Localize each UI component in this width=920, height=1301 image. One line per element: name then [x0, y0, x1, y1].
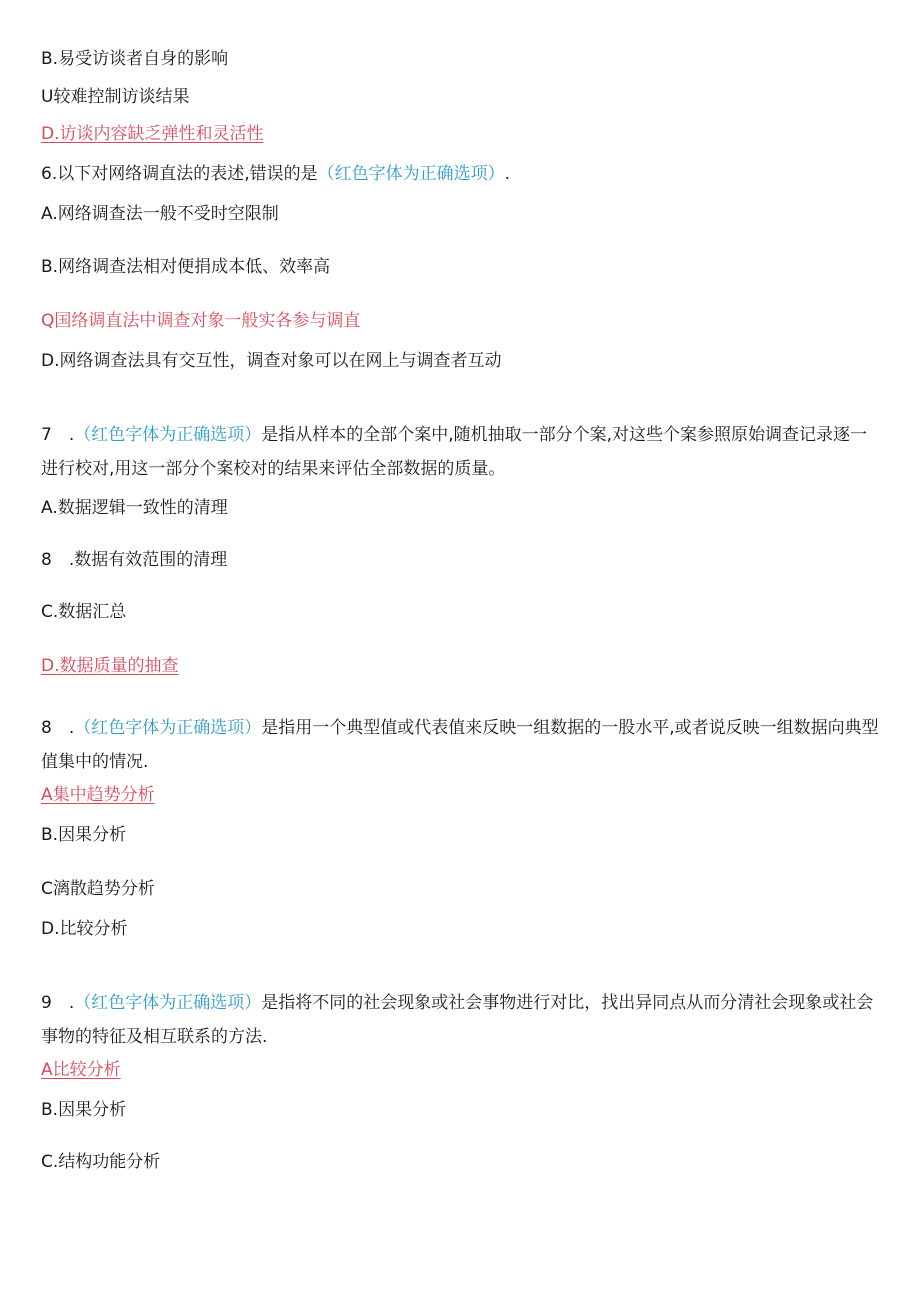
q8-option-c: C漓散趋势分析: [41, 879, 155, 899]
option-c: U较难控制访谈结果: [41, 87, 190, 107]
q6-option-a: A.网络调查法一般不受时空限制: [41, 204, 279, 224]
question-7-hint: （红色字体为正确选项）: [74, 425, 262, 445]
q7-option-b: 8 .数据有效范围的清理: [41, 550, 228, 570]
q9-option-b: B.因果分析: [41, 1100, 127, 1120]
q7-option-d-correct: D.数据质量的抽查: [41, 656, 179, 676]
question-8-text: 是指用一个典型值或代表值来反映一组数据的一股水平,或者说反映一组数据向典型值集中的情况.: [41, 718, 879, 772]
q6-option-d: D.网络调查法具有交互性，调查对象可以在网上与调查者互动: [41, 351, 502, 371]
q8-option-b: B.因果分析: [41, 825, 127, 845]
question-6-end: .: [504, 164, 511, 184]
question-7-text: 是指从样本的全部个案中,随机抽取一部分个案,对这些个案参照原始调查记录逐一进行校对,用这一部分个案校对的结果来评估全部数据的质量。: [41, 425, 868, 479]
q9-option-c: C.结构功能分析: [41, 1152, 161, 1172]
question-9-stem: [41, 986, 883, 1054]
question-8-stem: [41, 711, 883, 779]
q8-option-d: D.比较分析: [41, 919, 128, 939]
q6-option-c-correct: Q国络调直法中调查对象一般实各参与调直: [41, 311, 361, 331]
q6-option-b: B.网络调查法相对便捐成本低、效率高: [41, 257, 331, 277]
question-6-stem: [41, 163, 510, 185]
q7-option-c: C.数据汇总: [41, 602, 127, 622]
q8-option-a-correct: A集中趋势分析: [41, 785, 155, 805]
option-d-correct: D.访谈内容缺乏弹性和灵活性: [41, 124, 264, 144]
question-9-text: 是指将不同的社会现象或社会事物进行对比，找出异同点从而分清社会现象或社会事物的特征及相互联系的方法.: [41, 993, 874, 1047]
question-6-text: 6.以下对网络调直法的表述,错误的是: [41, 164, 318, 184]
question-7-number: 7 .: [41, 425, 75, 445]
question-9-number: 9 .: [41, 993, 75, 1013]
option-b: B.易受访谈者自身的影响: [41, 49, 229, 69]
q7-option-a: A.数据逻辑一致性的清理: [41, 498, 228, 518]
question-6-hint: （红色字体为正确选项）: [317, 164, 505, 184]
question-7-stem: [41, 418, 883, 486]
question-9-hint: （红色字体为正确选项）: [74, 993, 262, 1013]
question-8-hint: （红色字体为正确选项）: [74, 718, 262, 738]
question-8-number: 8 .: [41, 718, 75, 738]
q9-option-a-correct: A比较分析: [41, 1060, 121, 1080]
